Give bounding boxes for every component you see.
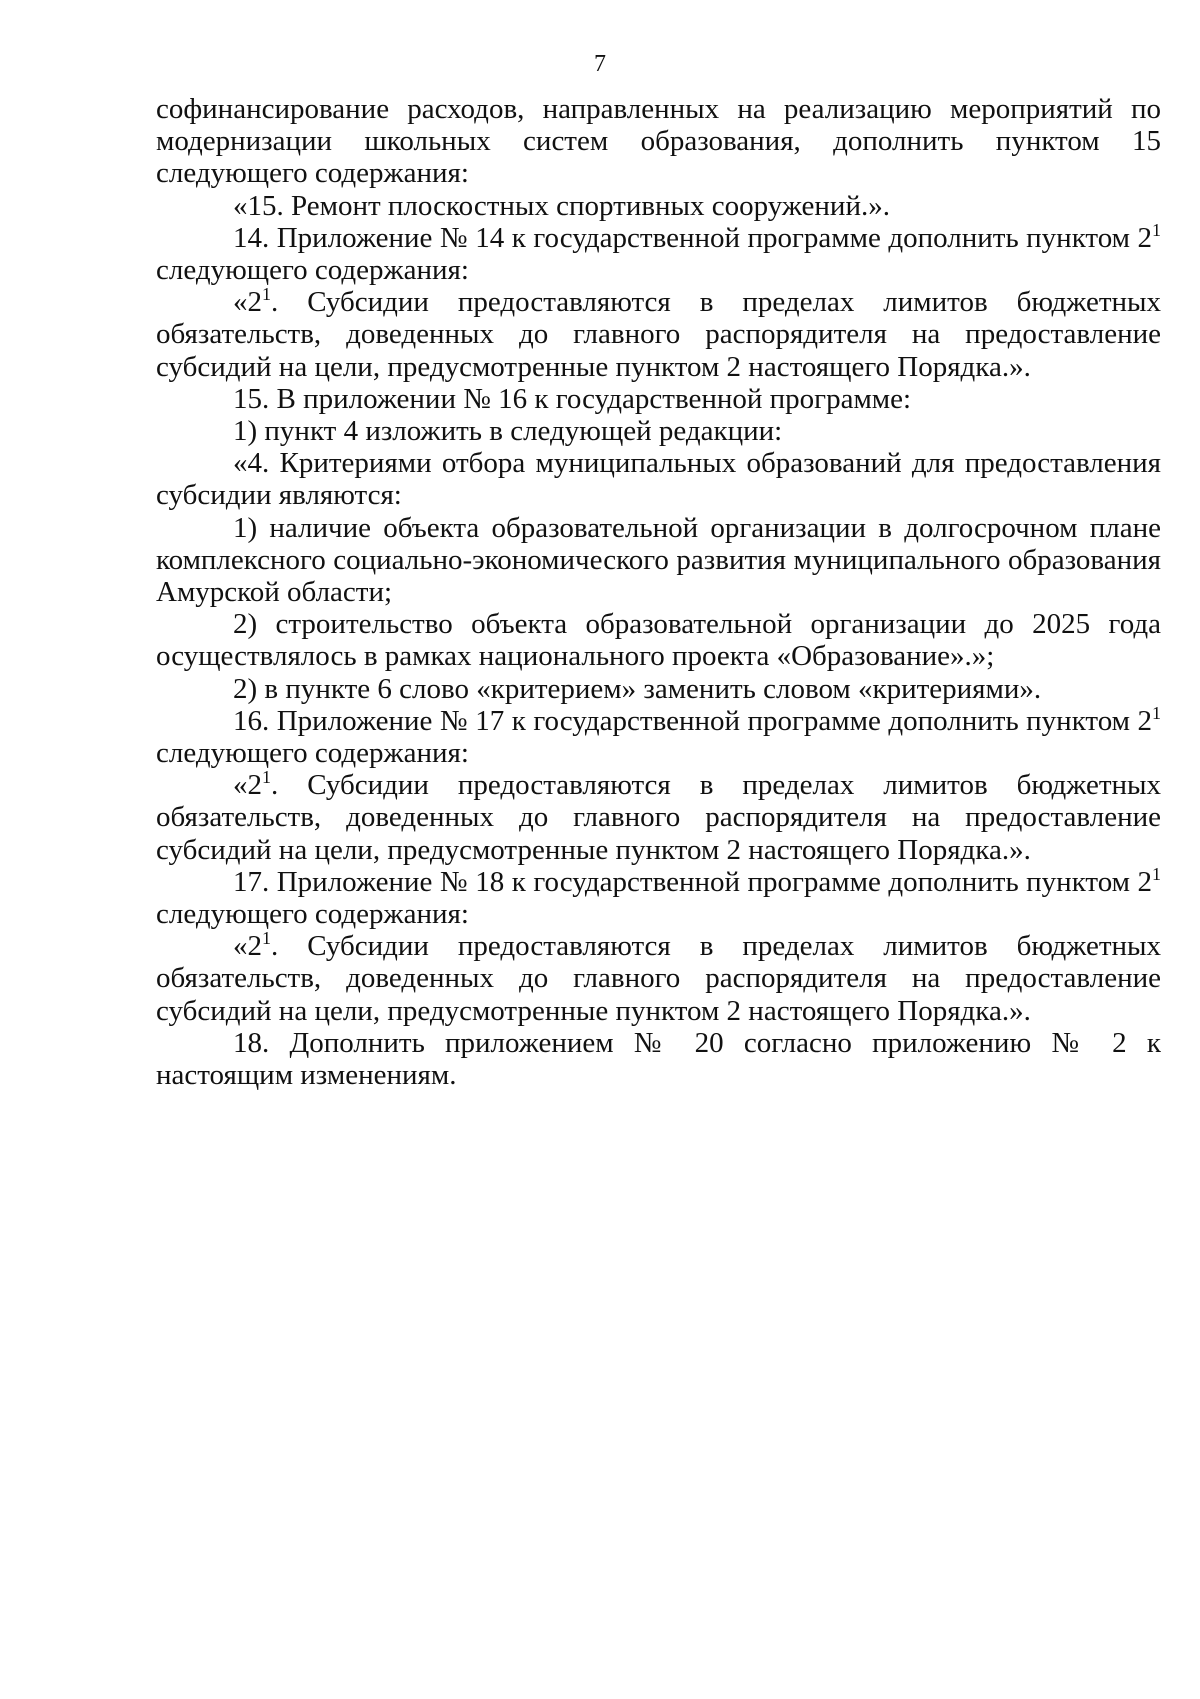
page-number: 7 xyxy=(594,51,606,77)
paragraph-15: 18. Дополнить приложением № 20 согласно приложению № 2 к настоящим изменениям. xyxy=(156,1026,1161,1092)
paragraph-12: «$2^1$. Субсидии предоставляются в пределах лимитов бюджетных обязательств, доведенных до главного распорядителя на предоставление субсидий на цели, предусмотренные пунктом 2 настоящего Порядка.». xyxy=(156,767,1161,866)
paragraph-8: 1) наличие объекта образовательной организации в долгосрочном плане комплексного социально-экономического развития муниципального образования Амурской области; xyxy=(156,511,1161,609)
superscript: 1 xyxy=(262,767,271,788)
superscript: 1 xyxy=(262,928,271,949)
paragraph-2: «15. Ремонт плоскостных спортивных сооружений.». xyxy=(233,189,890,222)
paragraph-5: 15. В приложении № 16 к государственной программе: xyxy=(233,382,912,415)
paragraph-13: 17. Приложение № 18 к государственной программе дополнить пунктом $2^1$ следующего содержания: xyxy=(156,863,1161,931)
superscript: 1 xyxy=(262,284,271,305)
paragraph-6: 1) пункт 4 изложить в следующей редакции: xyxy=(233,415,783,448)
paragraph-7: «4. Критериями отбора муниципальных образований для предоставления субсидии являются: xyxy=(156,447,1161,512)
superscript: 1 xyxy=(1152,863,1161,884)
paragraph-10: 2) в пункте 6 слово «критерием» заменить словом «критериями». xyxy=(233,672,1042,705)
paragraph-1: софинансирование расходов, направленных на реализацию мероприятий по модернизации школьных систем образования, дополнить пунктом 15 следующего содержания: xyxy=(156,93,1161,190)
document-body xyxy=(156,93,1161,1091)
paragraph-9: 2) строительство объекта образовательной организации до 2025 года осуществлялось в рамках национального проекта «Образование».»; xyxy=(156,608,1161,673)
paragraph-3: 14. Приложение № 14 к государственной программе дополнить пунктом $2^1$ следующего содержания: xyxy=(156,219,1161,287)
paragraph-14: «$2^1$. Субсидии предоставляются в пределах лимитов бюджетных обязательств, доведенных до главного распорядителя на предоставление субсидий на цели, предусмотренные пунктом 2 настоящего Порядка.». xyxy=(156,928,1161,1027)
paragraph-11: 16. Приложение № 17 к государственной программе дополнить пунктом $2^1$ следующего содержания: xyxy=(156,702,1161,770)
superscript: 1 xyxy=(1152,219,1161,240)
paragraph-4: «$2^1$. Субсидии предоставляются в пределах лимитов бюджетных обязательств, доведенных до главного распорядителя на предоставление субсидий на цели, предусмотренные пунктом 2 настоящего Порядка.». xyxy=(156,284,1161,383)
superscript: 1 xyxy=(1152,702,1161,723)
